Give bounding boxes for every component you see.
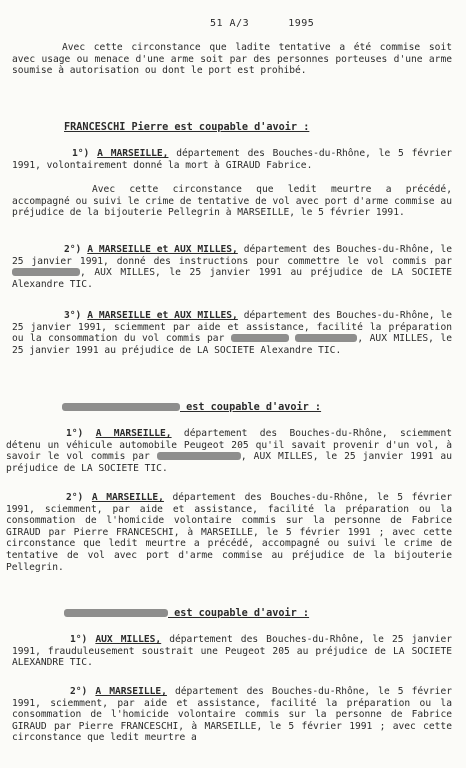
section1-count1-circumstance: Avec cette circonstance que ledit meurtre a précédé, accompagné ou suivi le crime de tentative de vol avec port d'arme commise au préjudice de la bijouterie Pellegrin à MARSEILLE, le 5 février 1991. — [12, 184, 458, 219]
redacted-name — [157, 452, 241, 460]
count-text-a: département des Bouches-du-Rhône, le 25 janvier 1991, donné des instructions pour commettre le vol commis par — [12, 244, 458, 267]
count-place: A MARSEILLE et AUX MILLES, — [87, 244, 238, 255]
count-text-a: département des Bouches-du-Rhône, sciemment détenu un véhicule automobile Peugeot 205 qu'il savait provenir d'un vol, à savoir le vol commis par — [6, 428, 458, 463]
count-text-b: , AUX MILLES, le 25 janvier 1991 au préjudice de LA SOCIETE Alexandre TIC. — [12, 333, 458, 356]
intro-paragraph: Avec cette circonstance que ladite tentative a été commise soit avec usage ou menace d'une arme soit par des personnes porteuses d'une arme soumise à autorisation ou dont le port est prohibé. — [12, 42, 458, 77]
count-number: 1°) — [72, 148, 90, 159]
redacted-name — [12, 268, 80, 276]
redacted-name — [231, 334, 289, 342]
count-place: A MARSEILLE, — [95, 428, 172, 439]
count-text-a: département des Bouches-du-Rhône, le 25 janvier 1991, sciemment par aide et assistance, facilité la préparation ou la consommation du vol commis par — [12, 310, 458, 345]
count-text: département des Bouches-du-Rhône, le 5 février 1991, sciemment, par aide et assistance, facilité la préparation ou la consommation de l'homicide volontaire commis sur la personne de Fabrice GIRAUD par Pierre FRANCESCHI, à MARSEILLE, le 5 février 1991 ; avec cette circonstance que ledit meurtre a — [12, 686, 458, 744]
count-text: département des Bouches-du-Rhône, le 25 janvier 1991, frauduleusement soustrait une Peugeot 205 au préjudice de LA SOCIETE ALEXANDRE TIC. — [12, 634, 458, 669]
count-number: 3°) — [64, 310, 82, 321]
count-text: département des Bouches-du-Rhône, le 5 février 1991, sciemment, par aide et assistance, facilité la préparation ou la consommation de l'homicide volontaire commis sur la personne de Fabrice GIRAUD par Pierre FRANCESCHI, à MARSEILLE, le 5 février 1991 ; avec cette circonstance que ledit meurtre a précédé, accompagné ou suivi le crime de tentative de vol avec port d'arme commise au préjudice de la bijouterie Pellegrin. — [6, 492, 458, 573]
heading-text: est coupable d'avoir : — [168, 608, 310, 619]
section2-count2 — [6, 492, 458, 573]
count-text: département des Bouches-du-Rhône, le 5 février 1991, volontairement donné la mort à GIRAUD Fabrice. — [12, 148, 458, 171]
section1-count2 — [12, 244, 458, 290]
count-place: A MARSEILLE, — [97, 148, 169, 159]
count-place: AUX MILLES, — [95, 634, 162, 645]
section1-count1 — [12, 148, 458, 171]
section2-count1 — [6, 428, 458, 474]
count-text-b: , AUX MILLES, le 25 janvier 1991 au préjudice de LA SOCIETE Alexandre TIC. — [12, 267, 458, 290]
page-header — [210, 18, 314, 30]
count-place: A MARSEILLE et AUX MILLES, — [87, 310, 238, 321]
count-number: 2°) — [70, 686, 88, 697]
count-place: A MARSEILLE, — [91, 492, 164, 503]
section3-count1 — [12, 634, 458, 669]
case-reference: 51 A/3 — [210, 18, 250, 29]
count-text-b: , AUX MILLES, le 25 janvier 1991 au préjudice de LA SOCIETE TIC. — [6, 451, 458, 474]
section3-heading — [64, 608, 309, 620]
redacted-name — [62, 403, 180, 411]
section3-count2 — [12, 686, 458, 744]
heading-text: est coupable d'avoir : — [180, 402, 322, 413]
section1-count3 — [12, 310, 458, 356]
count-number: 1°) — [70, 634, 88, 645]
count-number: 2°) — [64, 244, 82, 255]
redacted-name — [295, 334, 357, 342]
section2-heading — [62, 402, 321, 414]
case-year: 1995 — [288, 18, 315, 29]
count-number: 1°) — [66, 428, 84, 439]
count-place: A MARSEILLE, — [95, 686, 167, 697]
redacted-name — [64, 609, 168, 617]
section1-heading: FRANCESCHI Pierre est coupable d'avoir : — [64, 122, 310, 133]
count-number: 2°) — [66, 492, 84, 503]
